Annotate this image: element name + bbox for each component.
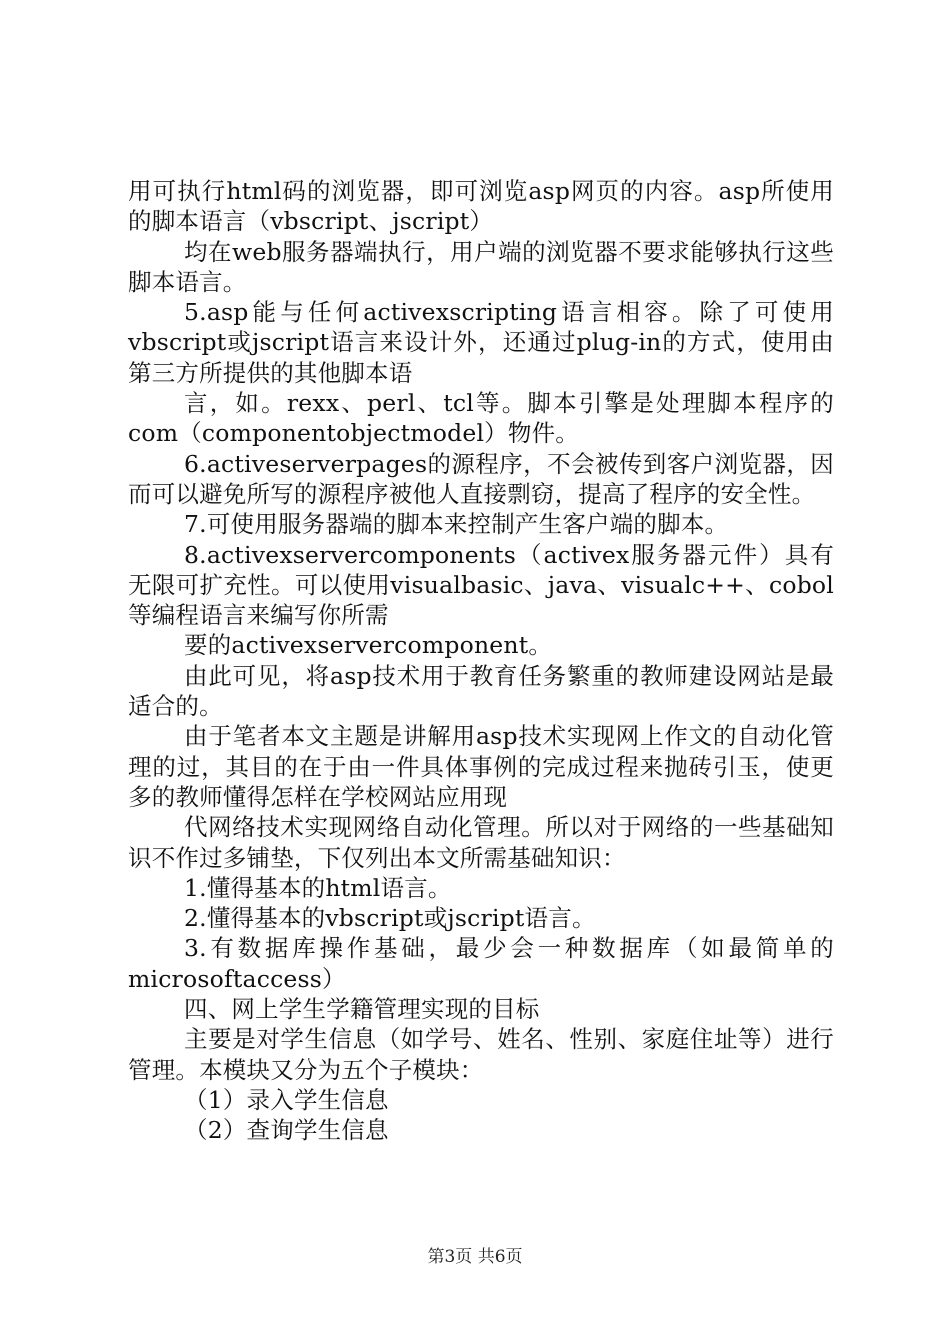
paragraph: 由此可见，将asp技术用于教育任务繁重的教师建设网站是最适合的。 xyxy=(128,661,834,721)
list-item: （2）查询学生信息 xyxy=(184,1116,389,1145)
document-body xyxy=(128,176,834,1146)
paragraph: 由于笔者本文主题是讲解用asp技术实现网上作文的自动化管理的过，其目的在于由一件具体事例的完成过程来抛砖引玉，使更多的教师懂得怎样在学校网站应用现 xyxy=(128,722,834,811)
paragraph: 用可执行html码的浏览器，即可浏览asp网页的内容。asp所使用的脚本语言（vbscript、jscript） xyxy=(128,177,834,236)
paragraph: 6.activeserverpages的源程序，不会被传到客户浏览器，因而可以避免所写的源程序被他人直接剽窃，提高了程序的安全性。 xyxy=(128,449,834,508)
paragraph: 代网络技术实现网络自动化管理。所以对于网络的一些基础知识不作过多铺垫，下仅列出本文所需基础知识： xyxy=(128,813,834,872)
section-heading: 四、网上学生学籍管理实现的目标 xyxy=(184,995,540,1024)
paragraph: 均在web服务器端执行，用户端的浏览器不要求能够执行这些脚本语言。 xyxy=(128,237,834,296)
paragraph: 言，如。rexx、perl、tcl等。脚本引擎是处理脚本程序的com（componentobjectmodel）物件。 xyxy=(128,389,834,448)
paragraph: 5.asp能与任何activexscripting语言相容。除了可使用vbscript或jscript语言来设计外，还通过plug-in的方式，使用由第三方所提供的其他脚本语 xyxy=(128,298,834,387)
paragraph: 主要是对学生信息（如学号、姓名、性别、家庭住址等）进行管理。本模块又分为五个子模块： xyxy=(128,1025,834,1084)
paragraph: 1.懂得基本的html语言。 xyxy=(184,873,452,902)
paragraph: 要的activexservercomponent。 xyxy=(184,631,553,660)
paragraph: 2.懂得基本的vbscript或jscript语言。 xyxy=(184,904,596,933)
paragraph: 7.可使用服务器端的脚本来控制产生客户端的脚本。 xyxy=(184,510,729,539)
paragraph: 8.activexservercomponents（activex服务器元件）具有无限可扩充性。可以使用visualbasic、java、visualc++、cobol等编程语言来编写你所需 xyxy=(128,540,834,630)
page-number: 第3页 共6页 xyxy=(427,1247,523,1267)
paragraph: 3.有数据库操作基础，最少会一种数据库（如最简单的microsoftaccess） xyxy=(128,934,834,993)
list-item: （1）录入学生信息 xyxy=(184,1085,389,1114)
